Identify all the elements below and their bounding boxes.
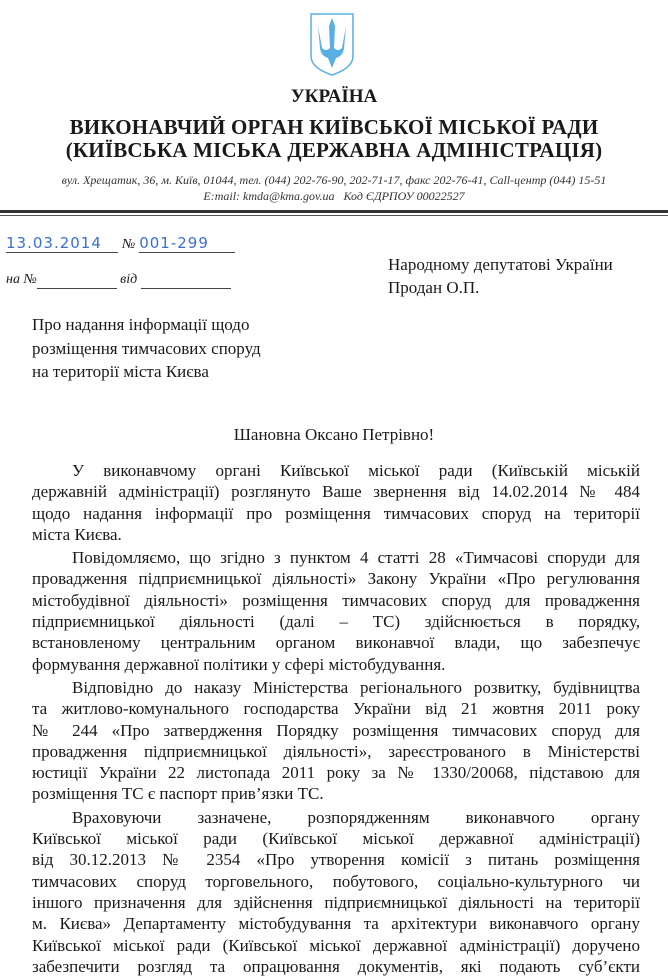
text-line: державній адміністрації) розглянуто Ваше звернення від 14.02.2014 № 484	[32, 482, 640, 502]
subject	[32, 313, 261, 384]
subject-line: Про надання інформації щодо	[32, 315, 250, 334]
letter-body	[32, 460, 640, 977]
recipient-title: Народному депутатові України	[388, 255, 613, 274]
recipient	[388, 253, 613, 299]
text-line: провадження підприємницької діяльності» Закону України «Про регулювання	[32, 569, 640, 589]
header-divider	[0, 210, 668, 213]
recipient-name: Продан О.П.	[388, 278, 480, 297]
text-line: Київської міської ради (Київської міської державної адміністрації) доручено	[32, 935, 640, 955]
ref-from-label: від	[120, 272, 138, 287]
outgoing-reference	[6, 234, 235, 253]
text-line: забезпечити розгляд та опрацювання документів, які подають суб’єкти	[32, 956, 640, 976]
country-title: УКРАЇНА	[290, 86, 378, 107]
text-line: іншого призначення для здійснення підприємницької діяльності на території	[32, 892, 640, 912]
text-line: провадження підприємницької діяльності», зареєстрованого в Міністерстві	[32, 741, 640, 761]
text-line: юстиції України 22 листопада 2011 року за № 1330/20068, підставою для	[32, 763, 640, 783]
paragraph	[32, 547, 640, 675]
text-line: У виконавчому органі Київської міської ради (Київській міській	[72, 461, 640, 480]
text-line: містобудівної діяльності» розміщення тимчасових споруд для провадження	[32, 590, 640, 610]
text-line: від 30.12.2013 № 2354 «Про утворення комісії з питань розміщення	[32, 850, 640, 870]
text-line: Відповідно до наказу Міністерства регіонального розвитку, будівництва	[72, 677, 640, 697]
text-line: Враховуючи зазначене, розпорядженням виконавчого органу	[72, 807, 640, 827]
subject-line: на території міста Києва	[32, 362, 209, 381]
text-line: Київської міської ради (Київської міської державної адміністрації)	[32, 829, 640, 849]
text-line: тимчасових споруд торговельного, побутового, соціально-культурного чи	[32, 871, 640, 891]
trident-emblem-icon	[308, 12, 356, 81]
ref-label: на №	[6, 272, 37, 287]
text-line: та житлово-комунального господарства України від 21 жовтня 2011 року	[32, 699, 640, 719]
letter-date: 13.03.2014	[6, 234, 118, 253]
paragraph	[32, 460, 640, 545]
letter-number: 001-299	[139, 234, 235, 253]
paragraph	[32, 807, 640, 977]
text-line: формування державної політики у сфері містобудування.	[32, 654, 446, 674]
number-label: №	[122, 237, 136, 252]
text-line: розміщення ТС є паспорт прив’язки ТС.	[32, 784, 324, 804]
text-line: № 244 «Про затвердження Порядку розміщення тимчасових споруд для	[32, 720, 640, 740]
text-line: щодо надання інформації про розміщення тимчасових споруд на території	[32, 503, 640, 523]
text-line: підприємницької діяльності (далі – ТС) здійснюється в порядку,	[32, 612, 640, 632]
header-divider-thin	[0, 215, 668, 216]
text-line: міста Києва.	[32, 524, 122, 544]
subject-line: розміщення тимчасових споруд	[32, 338, 261, 358]
text-line: м. Києва» Департаменту містобудування та архітектури виконавчого органу	[32, 914, 640, 934]
incoming-reference	[6, 272, 231, 289]
text-line: встановленому центральним органом виконавчої влади, що забезпечує	[32, 633, 640, 653]
org-title: ВИКОНАВЧИЙ ОРГАН КИЇВСЬКОЇ МІСЬКОЇ РАДИ	[69, 115, 599, 139]
salutation: Шановна Оксано Петрівно!	[233, 425, 435, 444]
org-subtitle: (КИЇВСЬКА МІСЬКА ДЕРЖАВНА АДМІНІСТРАЦІЯ)	[65, 138, 603, 162]
paragraph	[32, 677, 640, 805]
text-line: Повідомляємо, що згідно з пунктом 4 статті 28 «Тимчасові споруди для	[72, 548, 640, 568]
address-line: вул. Хрещатик, 36, м. Київ, 01044, тел. (044) 202-76-90, 202-71-17, факс 202-76-41, Call-центр (044) 15-51	[61, 173, 607, 187]
contact-line: E:mail: kmda@kma.gov.ua Код ЄДРПОУ 00022527	[203, 189, 465, 203]
